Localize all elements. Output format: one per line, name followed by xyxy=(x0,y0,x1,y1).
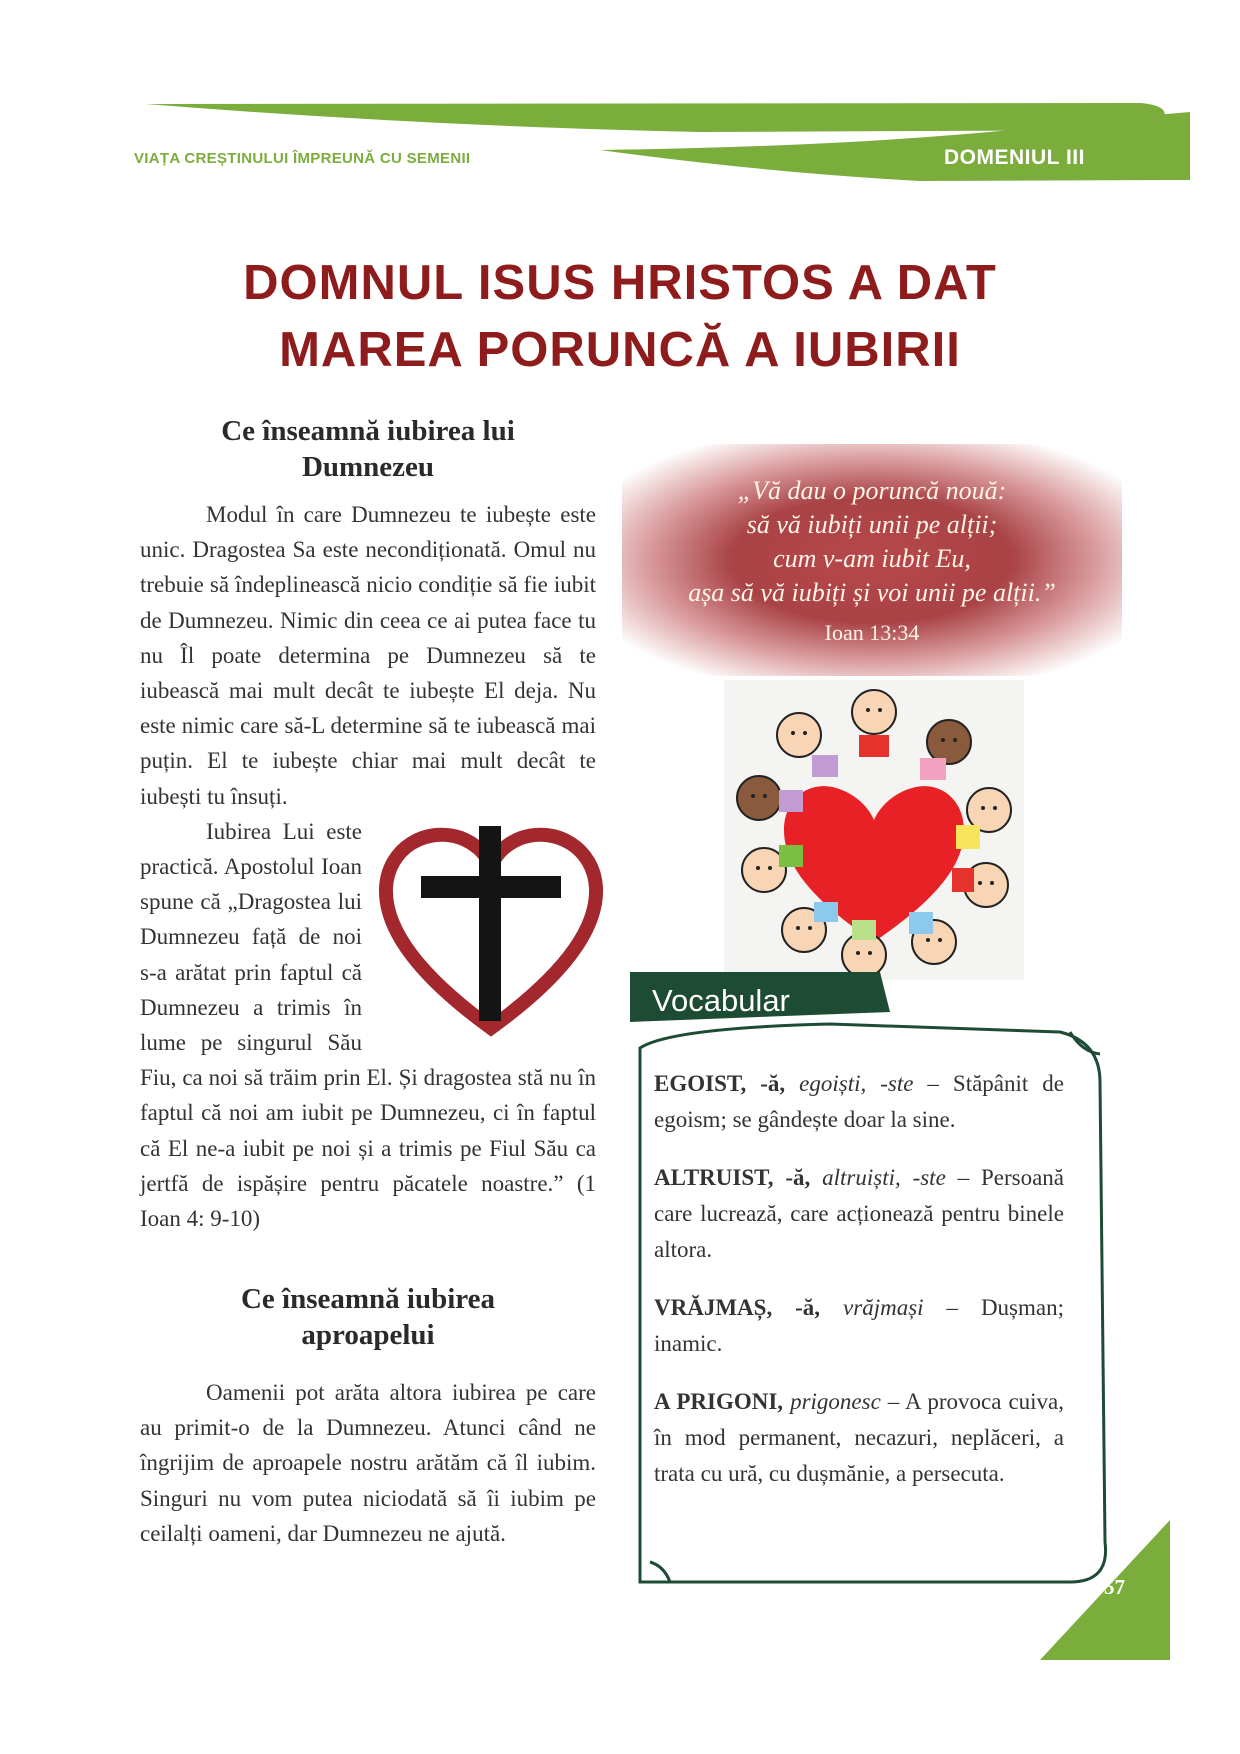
vocab-word: A PRIGONI, xyxy=(654,1389,784,1414)
header-domain-label: DOMENIUL III xyxy=(944,146,1085,169)
header-banner xyxy=(0,0,1240,200)
section-love-of-god xyxy=(140,413,596,1236)
quote-line: așa să vă iubiți și voi unii pe alții.” xyxy=(688,578,1056,607)
paragraph: Modul în care Dumnezeu te iubește este unic. Dragostea Sa este necondiționată. Omul nu trebuie să îndeplinească nicio condiție să fie iubit de Dumnezeu. Nimic din ceea ce ai putea face tu nu Îl poate determina pe Dumnezeu să te iubească mai mult decât te iubește El deja. Nu este nimic care să-L determine să te iubească mai puțin. El te iubește chiar mai mult decât te iubești tu însuți. xyxy=(140,502,596,809)
quote-box xyxy=(622,444,1122,676)
section-heading xyxy=(140,1281,596,1353)
section-heading xyxy=(140,413,596,485)
page-corner xyxy=(1040,1510,1240,1670)
quote-line: să vă iubiți unii pe alții; xyxy=(746,510,998,539)
paragraph: Oamenii pot arăta altora iubirea pe care au primit-o de la Dumnezeu. Atunci când ne îngrijim de aproapele nostru arătăm că îl iubim. Singuri nu vom putea niciodată să îi iubim pe ceilalți oameni, dar Dumnezeu ne ajută. xyxy=(140,1380,596,1546)
vocabulary-title: Vocabular xyxy=(652,983,790,1018)
vocab-forms: vrăjmași xyxy=(843,1295,924,1320)
vocabulary-list xyxy=(654,1066,1064,1514)
paragraph-text: Iubirea Lui este practică. Apostolul Ioan spune că „Dragostea lui Dumnezeu față de noi s-a arătat prin faptul că Dumnezeu a trimis în lume pe singurul Său Fiu, ca noi să trăim prin El. Și dragostea stă nu în faptul că noi am iubit pe Dumnezeu, ci în faptul că El ne-a iubit pe noi și a trimis pe Fiul Său ca jertfă de ispășire pentru păcatele noastre.” (1 Ioan 4: 9-10) xyxy=(140,818,596,1232)
quote-text xyxy=(622,474,1122,610)
quote-reference: Ioan 13:34 xyxy=(824,620,920,645)
header-left-label: VIAȚA CREȘTINULUI ÎMPREUNĂ CU SEMENII xyxy=(134,150,471,167)
page-title xyxy=(150,250,1090,384)
quote-line: cum v-am iubit Eu, xyxy=(773,544,971,573)
vocab-forms: prigonesc xyxy=(790,1389,881,1414)
vocab-entry xyxy=(654,1290,1064,1362)
page-number: 57 xyxy=(1104,1575,1125,1599)
quote-line: „Vă dau o poruncă nouă: xyxy=(737,476,1007,505)
vocab-entry xyxy=(654,1066,1064,1138)
vocab-entry xyxy=(654,1160,1064,1268)
heart-cross-icon xyxy=(376,818,606,1038)
vocab-definition: – A provoca cuiva, în mod permanent, necazuri, neplăceri, a trata cu ură, cu dușmănie, a persecuta. xyxy=(654,1389,1064,1486)
vocab-word: VRĂJMAȘ, -ă, xyxy=(654,1295,821,1320)
children-heart-circle-illustration xyxy=(724,680,1024,980)
vocab-forms: egoiști, -ste xyxy=(799,1071,914,1096)
section-love-of-neighbor xyxy=(140,1281,596,1551)
paragraph-with-image xyxy=(140,814,596,1236)
vocab-definition: – Stăpânit de egoism; se gândește doar la sine. xyxy=(654,1071,1065,1132)
heading-line-2: aproapelui xyxy=(301,1319,435,1351)
vocab-word: ALTRUIST, -ă, xyxy=(654,1165,811,1190)
heading-line-1: Ce înseamnă iubirea lui xyxy=(221,415,515,447)
vocab-word: EGOIST, -ă, xyxy=(654,1071,786,1096)
title-line-1: DOMNUL ISUS HRISTOS A DAT xyxy=(243,256,997,310)
vocab-forms: altruiști, -ste xyxy=(822,1165,946,1190)
vocab-definition: – Persoană care lucrează, care acționează pentru binele altora. xyxy=(654,1165,1064,1262)
heading-line-2: Dumnezeu xyxy=(301,451,435,483)
vocab-definition: – Dușman; inamic. xyxy=(654,1295,1064,1356)
heading-line-1: Ce înseamnă iubirea xyxy=(240,1283,496,1315)
vocab-entry xyxy=(654,1384,1064,1492)
title-line-2: MAREA PORUNCĂ A IUBIRII xyxy=(279,323,961,377)
